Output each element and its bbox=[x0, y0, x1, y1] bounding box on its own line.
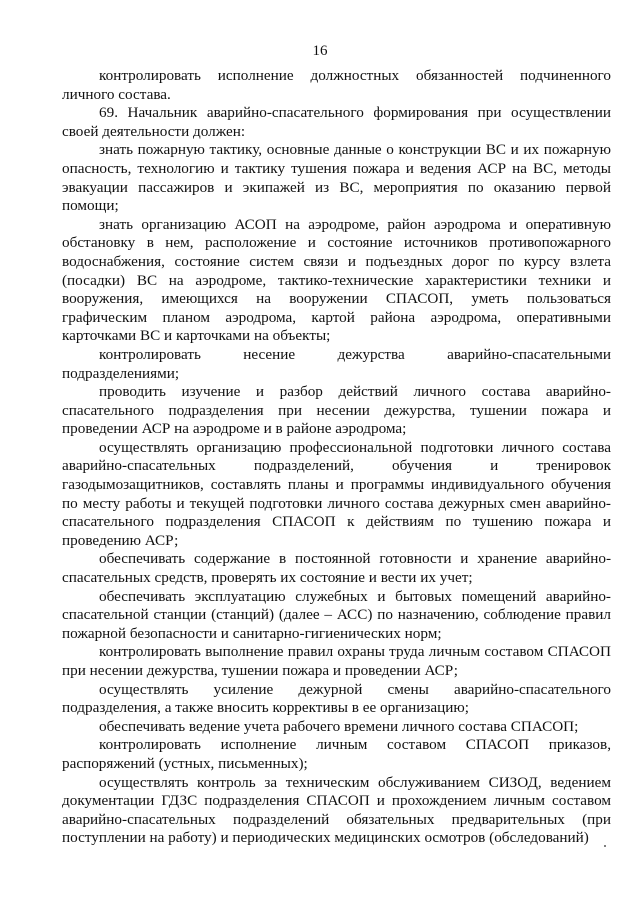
paragraph-duty-safety: контролировать выполнение правил охраны труда личным составом СПАСОП при несении дежурства, тушении пожара и проведении АСР; bbox=[62, 643, 611, 679]
page-number: 16 bbox=[312, 43, 328, 59]
paragraph-duty-control-watch: контролировать несение дежурства аварийно-спасательными подразделениями; bbox=[62, 345, 611, 382]
document-body bbox=[62, 67, 611, 848]
paragraph-continuation: контролировать исполнение должностных обязанностей подчиненного личного состава. bbox=[62, 67, 611, 103]
scan-dot bbox=[604, 845, 606, 847]
paragraph-item-69: 69. Начальник аварийно-спасательного формирования при осуществлении своей деятельности должен: bbox=[62, 104, 611, 140]
paragraph-duty-analysis: проводить изучение и разбор действий личного состава аварийно-спасательного подразделения при несении дежурства, тушении пожара и проведении АСР на аэродроме и в районе аэродрома; bbox=[62, 383, 611, 438]
paragraph-duty-readiness: обеспечивать содержание в постоянной готовности и хранение аварийно-спасательных средств, проверять их состояние и вести их учет; bbox=[62, 550, 611, 587]
paragraph-duty-premises: обеспечивать эксплуатацию служебных и бытовых помещений аварийно-спасательной станции (станций) (далее – АСС) по назначению, соблюдение правил пожарной безопасности и санитарно-гигиенических норм; bbox=[62, 587, 611, 642]
paragraph-duty-sizod: осуществлять контроль за техническим обслуживанием СИЗОД, ведением документации ГДЗС подразделения СПАСОП и прохождением личным составом аварийно-спасательных подразделений обязательных предварительных (при поступлении на работу) и периодических медицинских осмотров (обследований) bbox=[62, 773, 611, 847]
paragraph-duty-training: осуществлять организацию профессиональной подготовки личного состава аварийно-спасательных подразделений, обучения и тренировок газодымозащитников, составлять планы и программы индивидуального обучения по месту работы и текущей подготовки личного состава дежурных смен аварийно-спасательного подразделения СПАСОП к действиям по тушению пожара и проведению АСР; bbox=[62, 438, 611, 549]
paragraph-duty-tactics: знать пожарную тактику, основные данные о конструкции ВС и их пожарную опасность, технологию и тактику тушения пожара и ведения АСР на ВС, методы эвакуации пассажиров и экипажей из ВС, мероприятия по оказанию первой помощи; bbox=[62, 141, 611, 215]
paragraph-duty-reinforcement: осуществлять усиление дежурной смены аварийно-спасательного подразделения, а также вносить коррективы в ее организацию; bbox=[62, 680, 611, 717]
paragraph-duty-organization: знать организацию АСОП на аэродроме, район аэродрома и оперативную обстановку в нем, расположение и состояние источников противопожарного водоснабжения, состояние систем связи и подъездных дорог по курсу взлета (посадки) ВС на аэродроме, тактико-технические характеристики техники и вооружения, имеющихся на вооружении СПАСОП, уметь пользоваться графическим планом аэродрома, картой района аэродрома, оперативными карточками ВС и карточками на объекты; bbox=[62, 215, 611, 345]
paragraph-duty-orders: контролировать исполнение личным составом СПАСОП приказов, распоряжений (устных, письменных); bbox=[62, 736, 611, 772]
paragraph-duty-timekeeping: обеспечивать ведение учета рабочего времени личного состава СПАСОП; bbox=[99, 717, 579, 735]
